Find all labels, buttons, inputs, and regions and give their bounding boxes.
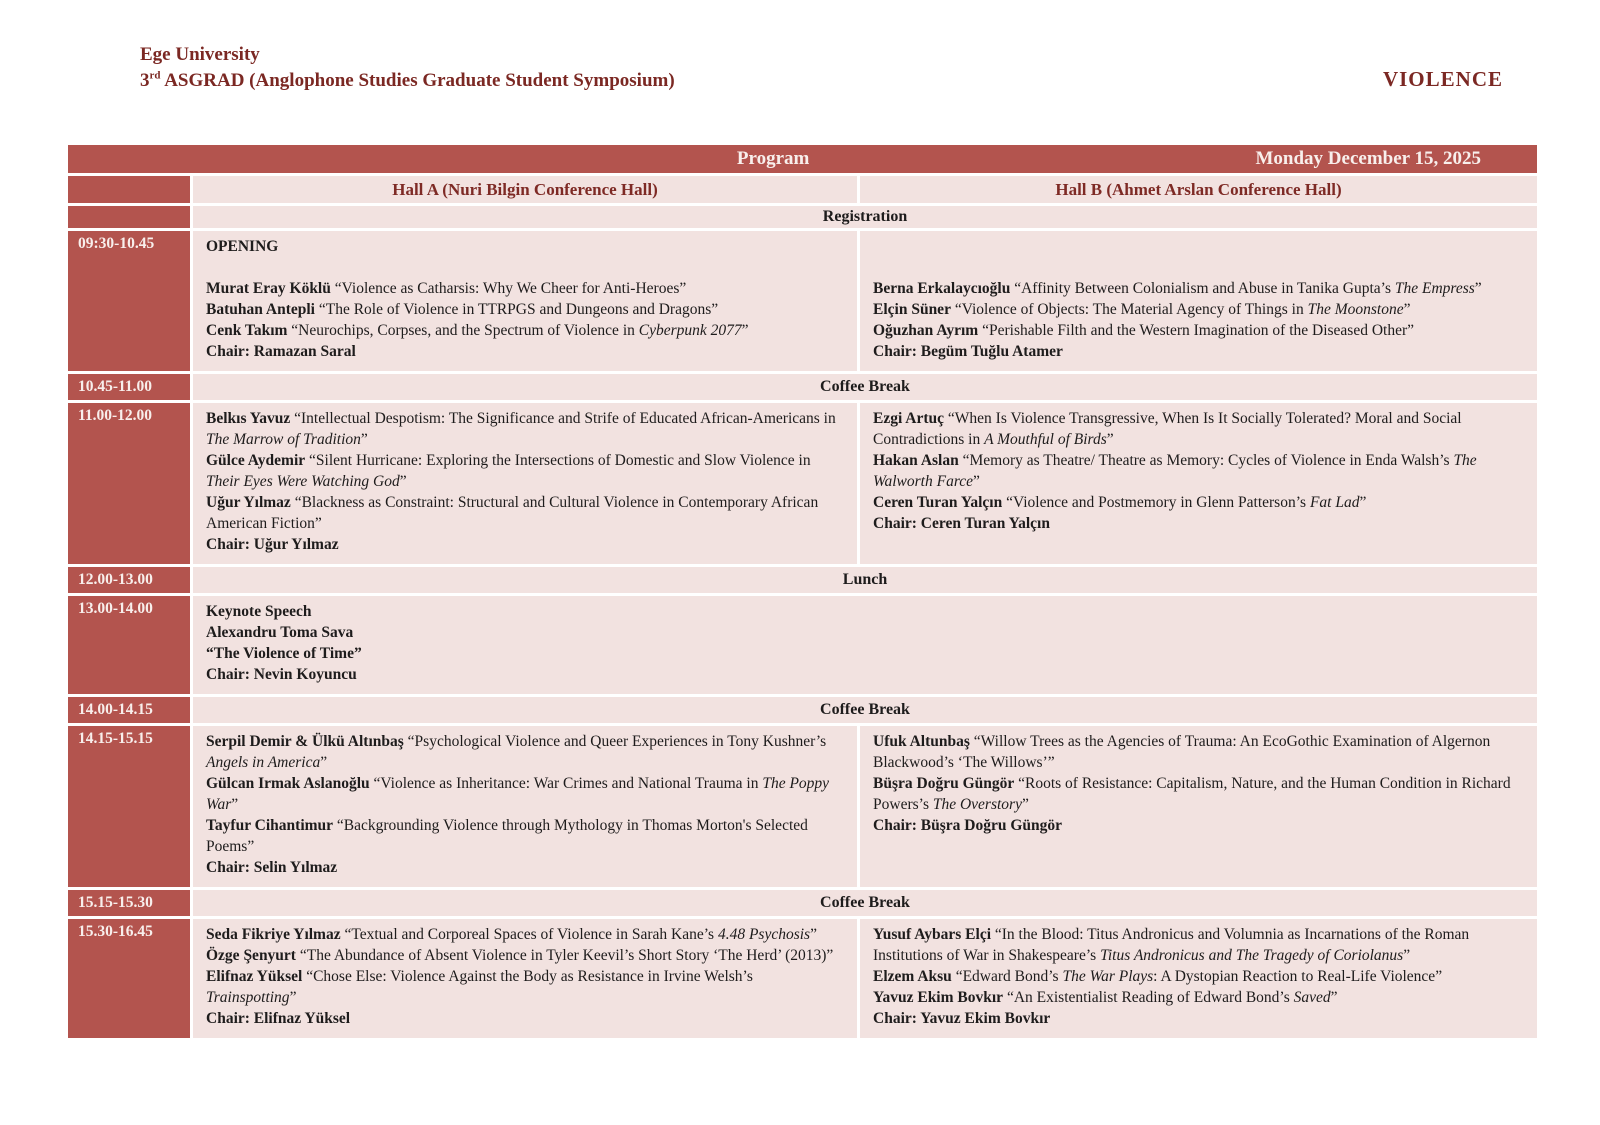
ordinal-suffix: rd [149,69,161,82]
program-line: Belkıs Yavuz “Intellectual Despotism: The Significance and Strife of Educated African-Americans in The Marrow of Tradition” [206,410,836,448]
symposium-title: 3rd ASGRAD (Anglophone Studies Graduate Student Symposium) [140,69,675,91]
time-cell: 12.00-13.00 [68,567,190,593]
program-line: Yusuf Aybars Elçi “In the Blood: Titus Andronicus and Volumnia as Incarnations of the Roman Institutions of War in Shakespeare’s Titus Andronicus and The Tragedy of Coriolanus” [873,926,1470,964]
time-header-cell [68,176,190,203]
program-line: OPENING [206,238,279,255]
session-cell-hall-a [193,403,857,564]
program-line: Keynote Speech [206,603,312,620]
program-line: Özge Şenyurt “The Abundance of Absent Violence in Tyler Keevil’s Short Story ‘The Herd’ (2013)” [206,947,834,964]
program-line: Coffee Break [820,894,910,911]
program-line: Seda Fikriye Yılmaz “Textual and Corporeal Spaces of Violence in Sarah Kane’s 4.48 Psychosis” [206,926,817,943]
program-line: Chair: Selin Yılmaz [206,859,338,876]
program-line: Chair: Uğur Yılmaz [206,536,339,553]
time-cell: 11.00-12.00 [68,403,190,564]
break-cell [193,567,1537,593]
program-line: Chair: Ceren Turan Yalçın [873,515,1050,532]
program-line: Registration [822,208,908,225]
break-cell [193,206,1537,228]
session-cell-hall-b [860,726,1537,887]
time-cell: 09:30-10.45 [68,231,190,371]
program-line: Murat Eray Köklü “Violence as Catharsis: Why We Cheer for Anti-Heroes” [206,280,687,297]
break-cell [193,374,1537,400]
program-line: Chair: Ramazan Saral [206,343,356,360]
program-line: Chair: Begüm Tuğlu Atamer [873,343,1063,360]
program-line: Serpil Demir & Ülkü Altınbaş “Psychological Violence and Queer Experiences in Tony Kushner’s Angels in America” [206,733,827,771]
time-cell: 10.45-11.00 [68,374,190,400]
program-line: Uğur Yılmaz “Blackness as Constraint: Structural and Cultural Violence in Contemporary African American Fiction” [206,494,819,532]
time-cell: 15.30-16.45 [68,919,190,1038]
program-line: Lunch [842,571,888,588]
program-line: Elifnaz Yüksel “Chose Else: Violence Against the Body as Resistance in Irvine Welsh’s Trainspotting” [206,968,753,1006]
hall-b-header: Hall B (Ahmet Arslan Conference Hall) [860,176,1537,203]
break-cell [193,697,1537,723]
program-line [873,257,1523,278]
program-line: Tayfur Cihantimur “Backgrounding Violence through Mythology in Thomas Morton's Selected Poems” [206,817,808,855]
program-line: Elçin Süner “Violence of Objects: The Material Agency of Things in The Moonstone” [873,301,1411,318]
session-cell-hall-a [193,726,857,887]
program-table [68,145,1537,1038]
program-line: Hakan Aslan “Memory as Theatre/ Theatre as Memory: Cycles of Violence in Enda Walsh’s The Walworth Farce” [873,452,1477,490]
program-line: Chair: Elifnaz Yüksel [206,1010,351,1027]
program-line: Ufuk Altunbaş “Willow Trees as the Agencies of Trauma: An EcoGothic Examination of Algernon Blackwood’s ‘The Willows’” [873,733,1491,771]
program-line: Chair: Yavuz Ekim Bovkır [873,1010,1051,1027]
session-cell-hall-b [860,403,1537,564]
hall-a-header: Hall A (Nuri Bilgin Conference Hall) [193,176,857,203]
program-line: Gülce Aydemir “Silent Hurricane: Exploring the Intersections of Domestic and Slow Violence in Their Eyes Were Watching God” [206,452,811,490]
table-title-band [68,145,1537,173]
program-line: Alexandru Toma Sava [206,624,354,641]
program-line: Ezgi Artuç “When Is Violence Transgressive, When Is It Socially Tolerated? Moral and Social Contradictions in A Mouthful of Birds” [873,410,1462,448]
program-line: Ceren Turan Yalçın “Violence and Postmemory in Glenn Patterson’s Fat Lad” [873,494,1367,511]
program-line: Chair: Büşra Doğru Güngör [873,817,1063,834]
program-line [873,236,1523,257]
time-cell: 14.00-14.15 [68,697,190,723]
program-line: Gülcan Irmak Aslanoğlu “Violence as Inheritance: War Crimes and National Trauma in The Poppy War” [206,775,830,813]
program-line: Chair: Nevin Koyuncu [206,666,357,683]
program-title: Program [736,148,810,169]
symposium-theme: VIOLENCE [1382,67,1503,91]
program-line: Yavuz Ekim Bovkır “An Existentialist Reading of Edward Bond’s Saved” [873,989,1338,1006]
break-cell [193,890,1537,916]
keynote-cell [193,596,1537,694]
time-cell [68,206,190,228]
program-line: Oğuzhan Ayrım “Perishable Filth and the Western Imagination of the Diseased Other” [873,322,1415,339]
program-line: “The Violence of Time” [206,645,362,662]
university-name: Ege University [140,44,260,65]
program-line [206,257,843,278]
program-line: Elzem Aksu “Edward Bond’s The War Plays: A Dystopian Reaction to Real-Life Violence” [873,968,1443,985]
session-cell-hall-a [193,919,857,1038]
program-line: Büşra Doğru Güngör “Roots of Resistance: Capitalism, Nature, and the Human Condition in Richard Powers’s The Overstory” [873,775,1511,813]
program-date: Monday December 15, 2025 [1255,148,1481,169]
program-line: Batuhan Antepli “The Role of Violence in TTRPGS and Dungeons and Dragons” [206,301,719,318]
time-cell: 13.00-14.00 [68,596,190,694]
session-cell-hall-b [860,919,1537,1038]
session-cell-hall-b [860,231,1537,371]
program-line: Coffee Break [820,378,910,395]
document-header [140,42,675,94]
time-cell: 14.15-15.15 [68,726,190,887]
time-cell: 15.15-15.30 [68,890,190,916]
program-line: Cenk Takım “Neurochips, Corpses, and the Spectrum of Violence in Cyberpunk 2077” [206,322,749,339]
session-cell-hall-a [193,231,857,371]
program-line: Berna Erkalaycıoğlu “Affinity Between Colonialism and Abuse in Tanika Gupta’s The Empress” [873,280,1482,297]
program-line: Coffee Break [820,701,910,718]
